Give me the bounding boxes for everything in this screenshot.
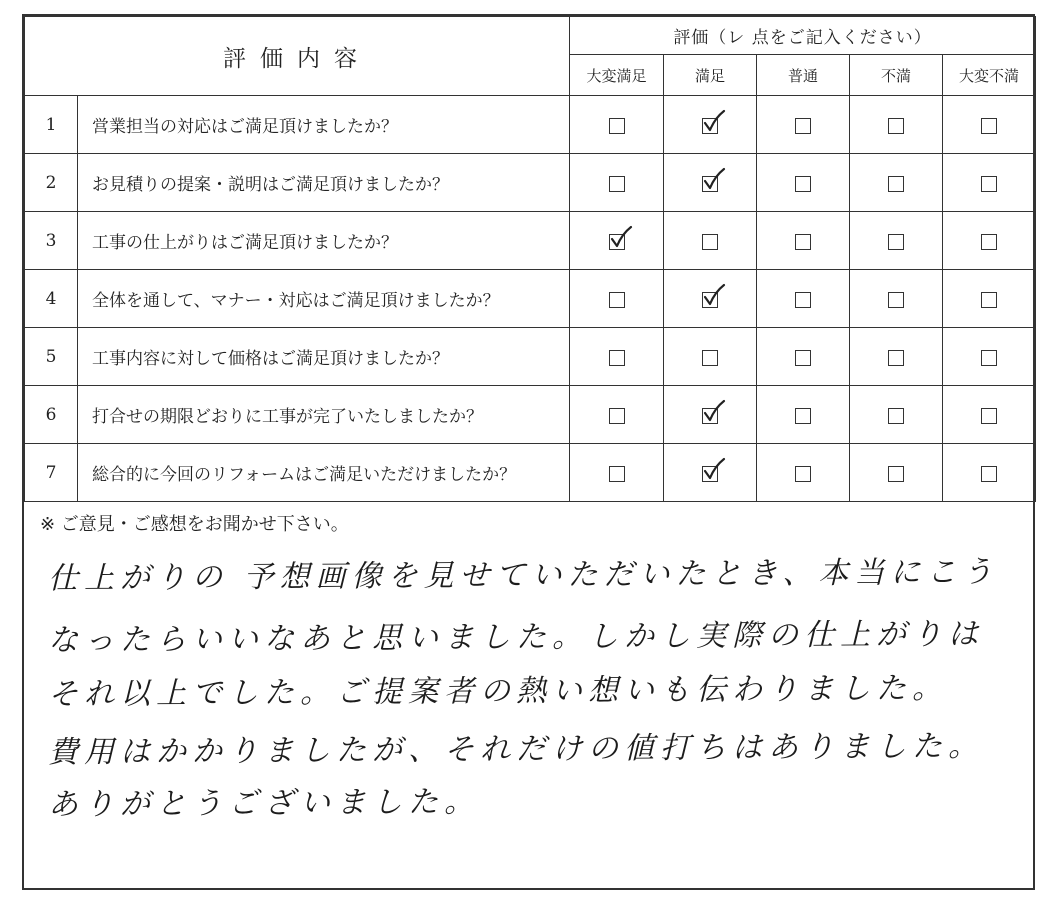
- checkmark-icon: [701, 168, 727, 194]
- rating-cell-very-dissatisfied: [943, 154, 1036, 212]
- rating-cell-very-dissatisfied: [943, 270, 1036, 328]
- checkbox[interactable]: [795, 466, 811, 482]
- rating-cell-very-satisfied: [570, 386, 664, 444]
- checkmark-icon: [701, 458, 727, 484]
- handwritten-comment-line: 仕上がりの 予想画像を見せていただいたとき、本当にこう: [47, 554, 999, 597]
- evaluation-table: [24, 16, 1036, 502]
- rating-cell-satisfied: [664, 328, 757, 386]
- checkbox[interactable]: [981, 118, 997, 134]
- checkbox[interactable]: [981, 466, 997, 482]
- question-row: [25, 444, 1036, 502]
- checkbox[interactable]: [702, 234, 718, 250]
- checkbox[interactable]: [888, 350, 904, 366]
- rating-cell-dissatisfied: [850, 328, 943, 386]
- rating-cell-satisfied: [664, 444, 757, 502]
- rating-cell-neutral: [757, 154, 850, 212]
- question-text: 打合せの期限どおりに工事が完了いたしましたか？: [78, 386, 570, 444]
- question-row: [25, 154, 1036, 212]
- checkbox[interactable]: [609, 118, 625, 134]
- handwritten-comment-line: ありがとうございました。: [47, 784, 481, 823]
- rating-cell-neutral: [757, 328, 850, 386]
- checkbox[interactable]: [888, 292, 904, 308]
- checkbox[interactable]: [888, 118, 904, 134]
- checked-checkbox[interactable]: [609, 234, 625, 250]
- question-number: 1: [25, 96, 78, 154]
- rating-cell-satisfied: [664, 96, 757, 154]
- option-dissatisfied: 不満: [850, 55, 943, 96]
- question-row: [25, 96, 1036, 154]
- question-text: 営業担当の対応はご満足頂けましたか？: [78, 96, 570, 154]
- question-number: 7: [25, 444, 78, 502]
- rating-cell-very-dissatisfied: [943, 328, 1036, 386]
- checkbox[interactable]: [795, 234, 811, 250]
- question-text: 全体を通して、マナー・対応はご満足頂けましたか？: [78, 270, 570, 328]
- checkbox[interactable]: [888, 466, 904, 482]
- rating-cell-neutral: [757, 444, 850, 502]
- checkbox[interactable]: [795, 118, 811, 134]
- checkbox[interactable]: [795, 176, 811, 192]
- checkbox[interactable]: [795, 292, 811, 308]
- checked-checkbox[interactable]: [702, 292, 718, 308]
- checkmark-icon: [701, 110, 727, 136]
- option-satisfied: 満足: [664, 55, 757, 96]
- rating-cell-very-dissatisfied: [943, 444, 1036, 502]
- checkbox[interactable]: [795, 408, 811, 424]
- checkbox[interactable]: [702, 350, 718, 366]
- question-number: 6: [25, 386, 78, 444]
- checkbox[interactable]: [981, 234, 997, 250]
- question-text: 工事の仕上がりはご満足頂けましたか？: [78, 212, 570, 270]
- question-row: [25, 270, 1036, 328]
- rating-cell-very-dissatisfied: [943, 212, 1036, 270]
- rating-cell-very-satisfied: [570, 270, 664, 328]
- rating-cell-very-dissatisfied: [943, 386, 1036, 444]
- question-number: 4: [25, 270, 78, 328]
- checked-checkbox[interactable]: [702, 408, 718, 424]
- rating-cell-neutral: [757, 386, 850, 444]
- question-row: [25, 212, 1036, 270]
- checkbox[interactable]: [981, 408, 997, 424]
- checkbox[interactable]: [795, 350, 811, 366]
- question-row: [25, 328, 1036, 386]
- checkbox[interactable]: [609, 350, 625, 366]
- checkmark-icon: [608, 226, 634, 252]
- option-very-dissatisfied: 大変不満: [943, 55, 1036, 96]
- checkbox[interactable]: [888, 234, 904, 250]
- evaluation-header: 評価（レ 点をご記入ください）: [570, 17, 1036, 55]
- rating-cell-satisfied: [664, 154, 757, 212]
- rating-cell-satisfied: [664, 212, 757, 270]
- handwritten-comment-line: 費用はかかりましたが、それだけの値打ちはありました。: [47, 728, 985, 771]
- option-very-satisfied: 大変満足: [570, 55, 664, 96]
- question-number: 3: [25, 212, 78, 270]
- checkbox[interactable]: [609, 292, 625, 308]
- rating-cell-very-dissatisfied: [943, 96, 1036, 154]
- content-header: 評価内容: [25, 17, 570, 96]
- rating-cell-very-satisfied: [570, 328, 664, 386]
- checkbox[interactable]: [888, 176, 904, 192]
- rating-cell-dissatisfied: [850, 96, 943, 154]
- rating-cell-dissatisfied: [850, 212, 943, 270]
- checkbox[interactable]: [981, 292, 997, 308]
- option-neutral: 普通: [757, 55, 850, 96]
- rating-cell-dissatisfied: [850, 270, 943, 328]
- handwritten-comment-line: それ以上でした。ご提案者の熱い想いも伝わりました。: [47, 670, 949, 713]
- comments-section: [24, 496, 1033, 888]
- rating-cell-satisfied: [664, 386, 757, 444]
- question-number: 5: [25, 328, 78, 386]
- rating-cell-neutral: [757, 212, 850, 270]
- rating-cell-dissatisfied: [850, 154, 943, 212]
- checked-checkbox[interactable]: [702, 118, 718, 134]
- handwritten-comment-line: なったらいいなあと思いました。しかし実際の仕上がりは: [47, 616, 985, 659]
- checked-checkbox[interactable]: [702, 176, 718, 192]
- comments-label: ※ ご意見・ご感想をお聞かせ下さい。: [40, 514, 349, 535]
- rating-cell-dissatisfied: [850, 444, 943, 502]
- question-number: 2: [25, 154, 78, 212]
- rating-cell-neutral: [757, 96, 850, 154]
- checkbox[interactable]: [609, 466, 625, 482]
- question-text: お見積りの提案・説明はご満足頂けましたか？: [78, 154, 570, 212]
- checkbox[interactable]: [609, 408, 625, 424]
- rating-cell-very-satisfied: [570, 154, 664, 212]
- checkbox[interactable]: [888, 408, 904, 424]
- question-row: [25, 386, 1036, 444]
- rating-cell-neutral: [757, 270, 850, 328]
- checkmark-icon: [701, 284, 727, 310]
- rating-cell-very-satisfied: [570, 444, 664, 502]
- survey-sheet: [22, 14, 1035, 890]
- question-text: 工事内容に対して価格はご満足頂けましたか？: [78, 328, 570, 386]
- checkbox[interactable]: [981, 350, 997, 366]
- checkmark-icon: [701, 400, 727, 426]
- question-text: 総合的に今回のリフォームはご満足いただけましたか？: [78, 444, 570, 502]
- question-rows: [25, 96, 1036, 502]
- checked-checkbox[interactable]: [702, 466, 718, 482]
- rating-cell-very-satisfied: [570, 212, 664, 270]
- rating-cell-satisfied: [664, 270, 757, 328]
- rating-cell-very-satisfied: [570, 96, 664, 154]
- checkbox[interactable]: [609, 176, 625, 192]
- checkbox[interactable]: [981, 176, 997, 192]
- rating-cell-dissatisfied: [850, 386, 943, 444]
